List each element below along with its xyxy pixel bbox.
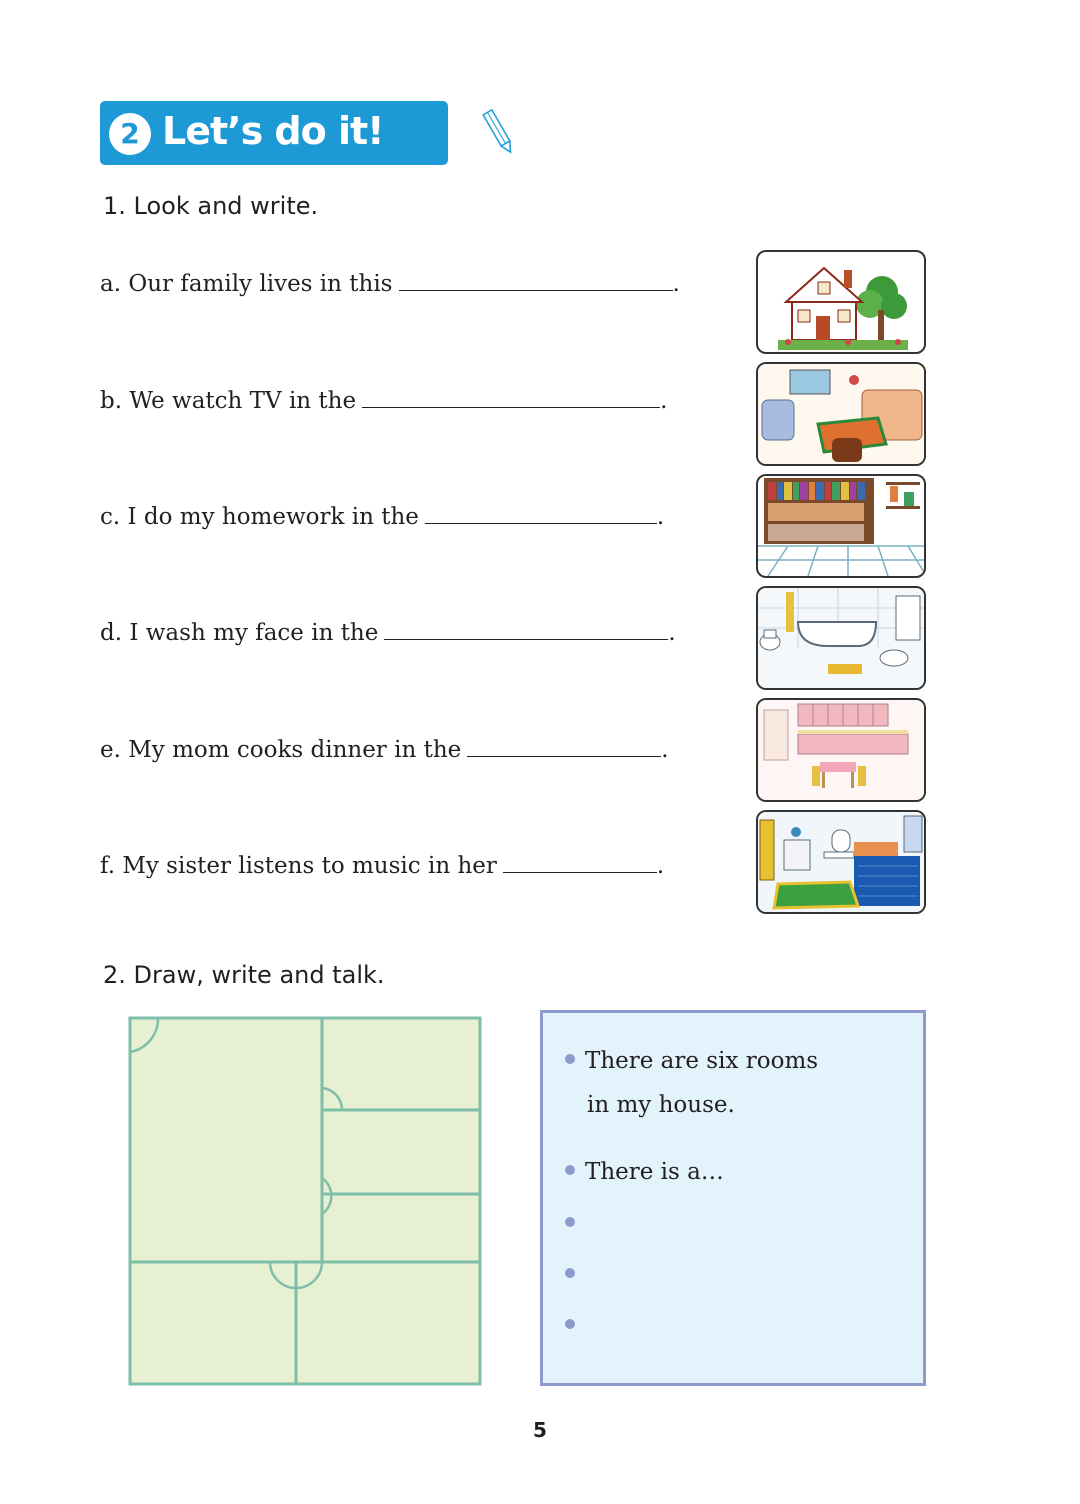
- kitchen-picture: [756, 698, 926, 802]
- exercise-2-title: 2. Draw, write and talk.: [103, 961, 385, 989]
- house-floor-plan[interactable]: [128, 1016, 484, 1388]
- bullet-dot: [565, 1217, 575, 1227]
- bathroom-picture: [756, 586, 926, 690]
- kitchen-icon: [758, 700, 924, 800]
- sentence-a-text: a. Our family lives in this: [100, 271, 393, 297]
- bullet-dot: [565, 1319, 575, 1329]
- bullet-item[interactable]: [565, 1202, 585, 1246]
- answer-blank-c[interactable]: [425, 499, 657, 524]
- pencil-icon: [475, 107, 525, 161]
- bullet-item: [565, 1039, 818, 1127]
- sentence-e-end: .: [661, 737, 669, 763]
- bedroom-icon: [758, 812, 924, 912]
- sentence-e: [100, 732, 669, 763]
- bathroom-icon: [758, 588, 924, 688]
- bullet-dot: [565, 1268, 575, 1278]
- answer-blank-f[interactable]: [503, 848, 657, 873]
- house-icon: [758, 252, 924, 352]
- bullet-dot: [565, 1054, 575, 1064]
- bullet-text: There are six rooms: [585, 1048, 819, 1074]
- answer-blank-e[interactable]: [467, 732, 661, 757]
- sentence-b-text: b. We watch TV in the: [100, 388, 357, 414]
- section-header: [100, 101, 448, 165]
- sentence-d-text: d. I wash my face in the: [100, 620, 379, 646]
- sentence-f: [100, 848, 664, 879]
- sentence-d: [100, 615, 676, 646]
- sentence-f-end: .: [656, 853, 665, 879]
- section-title: Let’s do it!: [162, 109, 384, 153]
- sentence-a: [100, 266, 680, 297]
- sentence-c: [100, 499, 664, 530]
- house-picture: [756, 250, 926, 354]
- sentence-b-end: .: [660, 388, 668, 414]
- page-number: 5: [533, 1418, 547, 1442]
- sentence-c-text: c. I do my homework in the: [100, 504, 419, 530]
- exercise-1-title: 1. Look and write.: [103, 192, 319, 220]
- section-number: 2: [109, 113, 151, 155]
- bullet-item[interactable]: [565, 1253, 585, 1297]
- study-room-picture: [756, 474, 926, 578]
- bullet-dot: [565, 1165, 575, 1175]
- sentence-c-end: .: [656, 504, 665, 530]
- sentence-d-end: .: [668, 620, 676, 646]
- bullet-text-continued: in my house.: [587, 1092, 735, 1118]
- bullet-item[interactable]: [565, 1304, 585, 1348]
- living-room-picture: [756, 362, 926, 466]
- answer-blank-b[interactable]: [362, 383, 660, 408]
- bullet-text: There is a…: [585, 1159, 724, 1185]
- sentence-f-text: f. My sister listens to music in her: [100, 853, 497, 879]
- writing-box[interactable]: [540, 1010, 926, 1386]
- answer-blank-a[interactable]: [399, 266, 673, 291]
- study-room-icon: [758, 476, 924, 576]
- bedroom-picture: [756, 810, 926, 914]
- living-room-icon: [758, 364, 924, 464]
- answer-blank-d[interactable]: [384, 615, 668, 640]
- bullet-item: [565, 1150, 724, 1194]
- sentence-a-end: .: [672, 271, 680, 297]
- sentence-b: [100, 383, 667, 414]
- sentence-e-text: e. My mom cooks dinner in the: [100, 737, 462, 763]
